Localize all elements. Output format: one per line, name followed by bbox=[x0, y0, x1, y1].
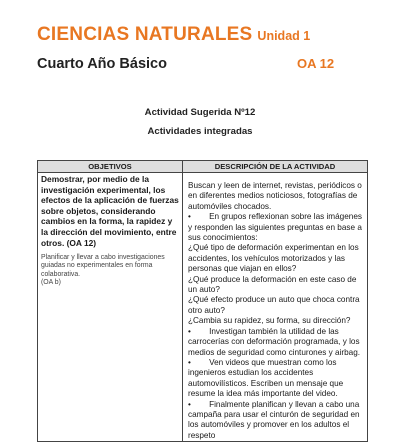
table-row bbox=[38, 173, 368, 442]
description-item: ¿Qué produce la deformación en este caso de un auto? bbox=[188, 274, 359, 295]
description-item: ¿Qué efecto produce un auto que choca contra otro auto? bbox=[188, 295, 362, 315]
description-item: • Ven videos que muestran como los ingenieros estudian los accidentes automovilísticos. Escriben un mensaje que resume la idea más importante del video. bbox=[188, 357, 346, 399]
description-item: ¿Qué tipo de deformación experimentan en los accidentes, los vehículos motorizados y las personas que viajan en ellos? bbox=[188, 243, 361, 274]
description-item: ¿Cambia su rapidez, su forma, su dirección? bbox=[188, 316, 351, 326]
description-item: Buscan y leen de internet, revistas, periódicos o en diferentes medios noticiosos, fotografías de automóviles chocados. bbox=[188, 181, 365, 211]
subtitle-line bbox=[37, 55, 367, 73]
table-header-row bbox=[38, 161, 368, 173]
description-item: • Investigan también la utilidad de las carrocerías con deformación programada, y los medios de seguridad como cinturones y airbag. bbox=[188, 326, 362, 357]
activity-subtitle: Actividades integradas bbox=[147, 126, 253, 137]
objectives-header: OBJETIVOS bbox=[38, 161, 183, 173]
grade-subtitle: Cuarto Año Básico bbox=[37, 56, 167, 72]
subject-title: CIENCIAS NATURALES bbox=[37, 24, 253, 45]
oa-code: OA 12 bbox=[297, 56, 335, 71]
unit-label: Unidad 1 bbox=[257, 29, 311, 43]
title-line bbox=[37, 24, 367, 46]
description-cell bbox=[183, 173, 368, 442]
description-item: • En grupos reflexionan sobre las imágenes y responden las siguientes preguntas en base a sus conocimientos: bbox=[188, 212, 365, 243]
document-header bbox=[37, 24, 367, 73]
description-header: DESCRIPCIÓN DE LA ACTIVIDAD bbox=[183, 161, 368, 173]
objective-main: Demostrar, por medio de la investigación experimental, los efectos de la aplicación de fuerzas sobre objetos, considerando cambios en la forma, la rapidez y la dirección del movimiento, entre otros. (OA 12) bbox=[41, 174, 179, 248]
objective-skill bbox=[41, 254, 179, 287]
objective-skill-text: Planificar y llevar a cabo investigaciones guiadas no experimentales en forma colaborativa. (OA b) bbox=[41, 254, 165, 286]
objectives-cell bbox=[38, 173, 183, 442]
description-item: • Finalmente planifican y llevan a cabo una campaña para usar el cinturón de seguridad en los automóviles y promover en los adultos el respeto bbox=[188, 399, 362, 440]
activity-title: Actividad Sugerida Nº12 bbox=[144, 107, 256, 118]
